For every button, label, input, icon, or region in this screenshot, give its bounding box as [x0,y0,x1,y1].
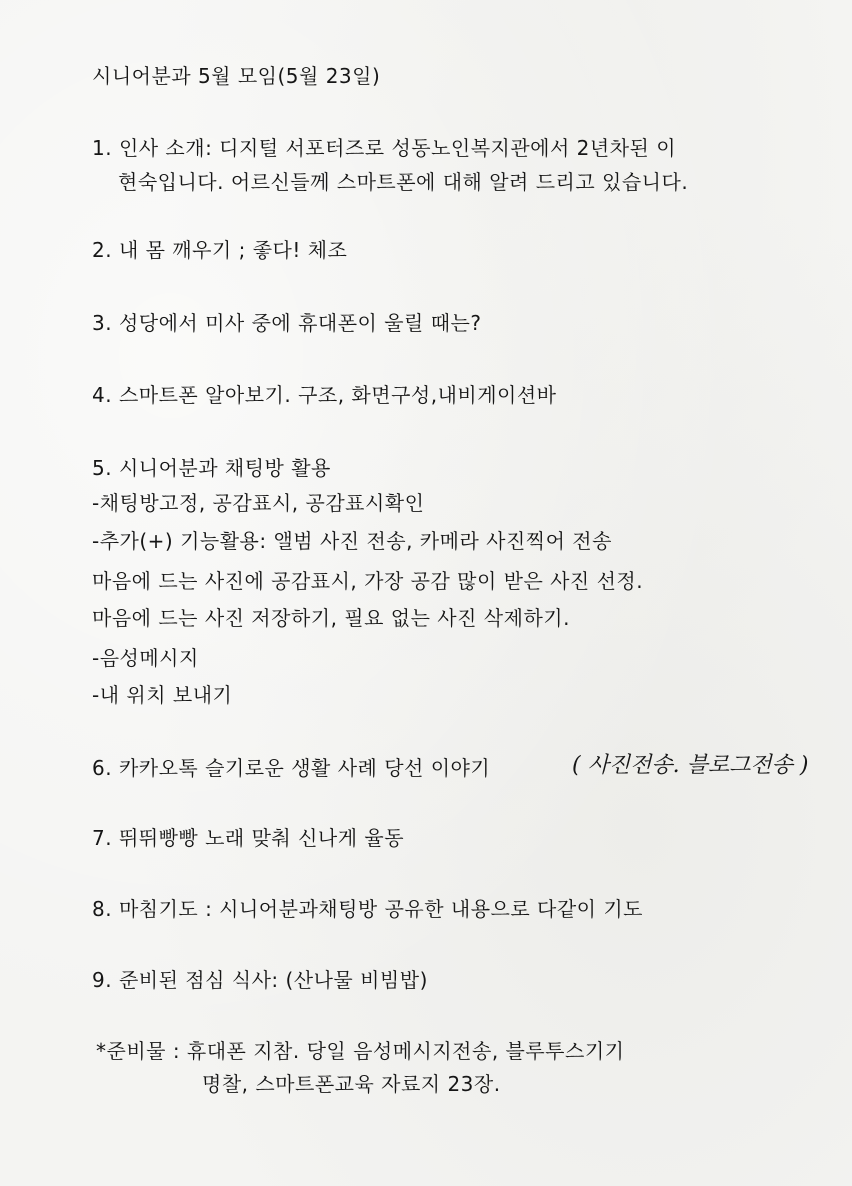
agenda-item-1-line-1: 1. 인사 소개: 디지털 서포터즈로 성동노인복지관에서 2년차된 이 [92,136,677,160]
agenda-item-5-line-3: -추가(+) 기능활용: 앨범 사진 전송, 카메라 사진찍어 전송 [92,529,612,553]
supplies-line-2: 명찰, 스마트폰교육 자료지 23장. [202,1072,501,1096]
agenda-item-5-line-2: -채팅방고정, 공감표시, 공감표시확인 [92,491,425,515]
agenda-item-5-line-4: 마음에 드는 사진에 공감표시, 가장 공감 많이 받은 사진 선정. [92,569,644,593]
handwritten-note: ( 사진전송. 블로그전송 ) [572,753,809,778]
agenda-item-5-line-5: 마음에 드는 사진 저장하기, 필요 없는 사진 삭제하기. [92,606,570,630]
agenda-item-5-heading: 5. 시니어분과 채팅방 활용 [92,456,331,480]
agenda-item-5-line-6: -음성메시지 [92,646,199,670]
document-title: 시니어분과 5월 모임(5월 23일) [92,64,381,88]
supplies-line-1: *준비물 : 휴대폰 지참. 당일 음성메시지전송, 블루투스기기 [96,1039,625,1063]
agenda-item-7: 7. 뛰뛰빵빵 노래 맞춰 신나게 율동 [92,826,405,850]
agenda-item-6: 6. 카카오톡 슬기로운 생활 사례 당선 이야기 [92,756,491,780]
agenda-item-2: 2. 내 몸 깨우기 ; 좋다! 체조 [92,238,348,262]
agenda-item-8: 8. 마침기도 : 시니어분과채팅방 공유한 내용으로 다같이 기도 [92,897,644,921]
agenda-item-3: 3. 성당에서 미사 중에 휴대폰이 울릴 때는? [92,311,482,335]
agenda-item-4: 4. 스마트폰 알아보기. 구조, 화면구성,내비게이션바 [92,383,557,407]
agenda-item-9: 9. 준비된 점심 식사: (산나물 비빔밥) [92,968,428,992]
agenda-item-1-line-2: 현숙입니다. 어르신들께 스마트폰에 대해 알려 드리고 있습니다. [118,170,689,194]
agenda-item-5-line-7: -내 위치 보내기 [92,683,233,707]
